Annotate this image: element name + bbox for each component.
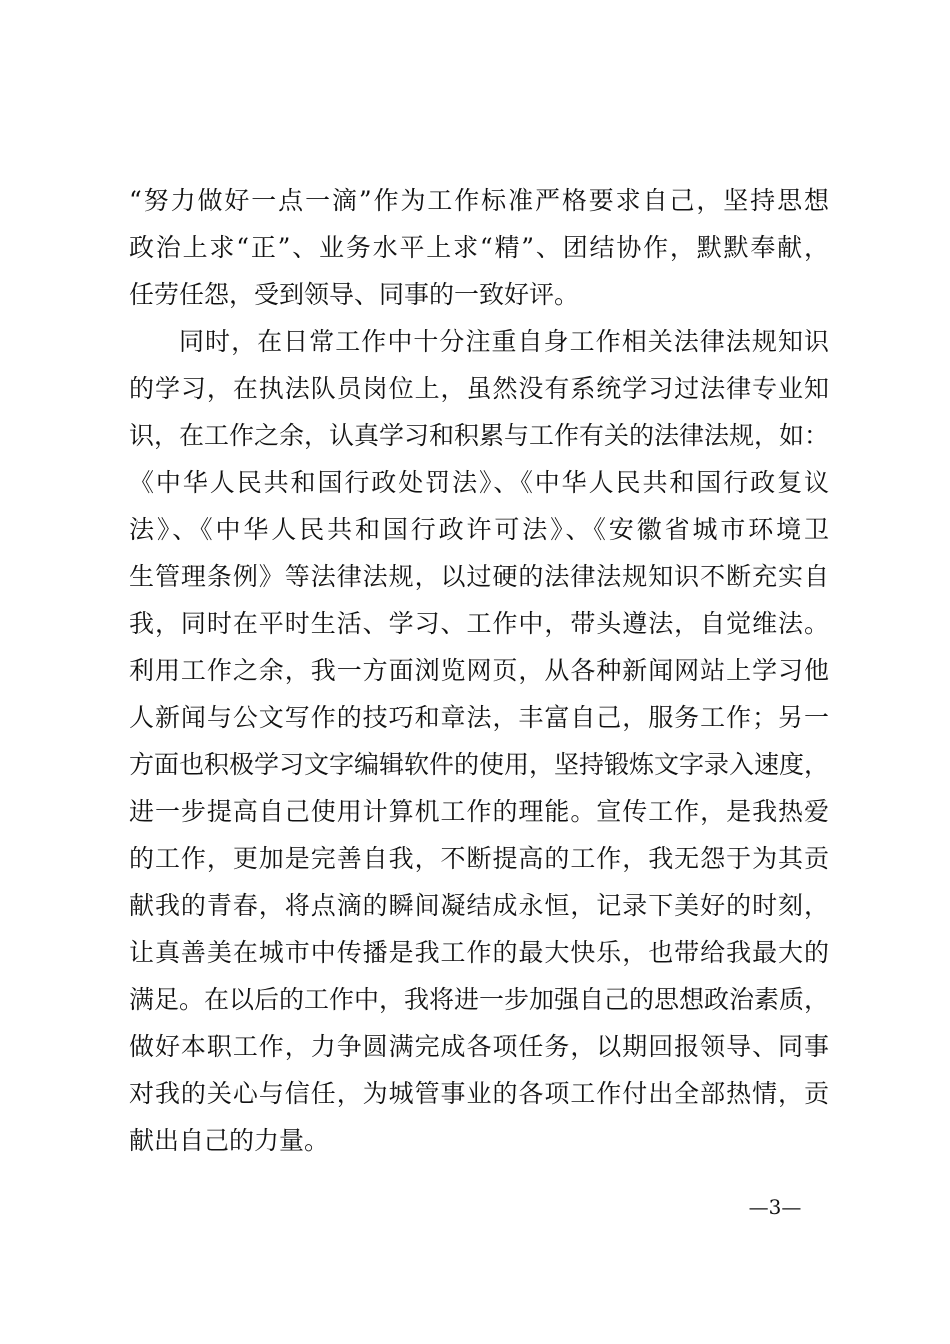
paragraph-line: 的学习，在执法队员岗位上，虽然没有系统学习过法律专业知: [129, 374, 829, 403]
paragraph-line: 我，同时在平时生活、学习、工作中，带头遵法，自觉维法。: [129, 609, 829, 638]
paragraph-line: 人新闻与公文写作的技巧和章法，丰富自己，服务工作；另一: [129, 703, 829, 732]
paragraph-line: 满足。在以后的工作中，我将进一步加强自己的思想政治素质，: [129, 985, 830, 1014]
paragraph-line: 让真善美在城市中传播是我工作的最大快乐，也带给我最大的: [129, 938, 829, 967]
paragraph-line: 对我的关心与信任，为城管事业的各项工作付出全部热情，贡: [129, 1079, 829, 1108]
paragraph-line: 方面也积极学习文字编辑软件的使用，坚持锻炼文字录入速度，: [129, 750, 830, 779]
paragraph-line: 识，在工作之余，认真学习和积累与工作有关的法律法规，如：: [129, 421, 830, 450]
paragraph-line: 政治上求“正”、业务水平上求“精”、团结协作，默默奉献，: [129, 233, 829, 262]
paragraph-line: 的工作，更加是完善自我，不断提高的工作，我无怨于为其贡: [129, 844, 829, 873]
paragraph-line: 利用工作之余，我一方面浏览网页，从各种新闻网站上学习他: [129, 656, 829, 685]
paragraph-line: 法》、《中华人民共和国行政许可法》、《安徽省城市环境卫: [129, 515, 829, 544]
page-number: —3—: [748, 1195, 802, 1219]
paragraph-line: “努力做好一点一滴”作为工作标准严格要求自己，坚持思想: [129, 186, 829, 215]
paragraph-line: 献我的青春，将点滴的瞬间凝结成永恒，记录下美好的时刻，: [129, 891, 829, 920]
paragraph-line: 同时，在日常工作中十分注重自身工作相关法律法规知识: [179, 327, 829, 356]
paragraph-line: 任劳任怨，受到领导、同事的一致好评。: [129, 280, 580, 309]
paragraph-line: 进一步提高自己使用计算机工作的理能。宣传工作，是我热爱: [129, 797, 829, 826]
paragraph-line: 《中华人民共和国行政处罚法》、《中华人民共和国行政复议: [129, 468, 829, 497]
paragraph-line: 做好本职工作，力争圆满完成各项任务，以期回报领导、同事: [129, 1032, 829, 1061]
paragraph-line: 献出自己的力量。: [129, 1126, 330, 1155]
paragraph-line: 生管理条例》等法律法规，以过硬的法律法规知识不断充实自: [129, 562, 829, 591]
